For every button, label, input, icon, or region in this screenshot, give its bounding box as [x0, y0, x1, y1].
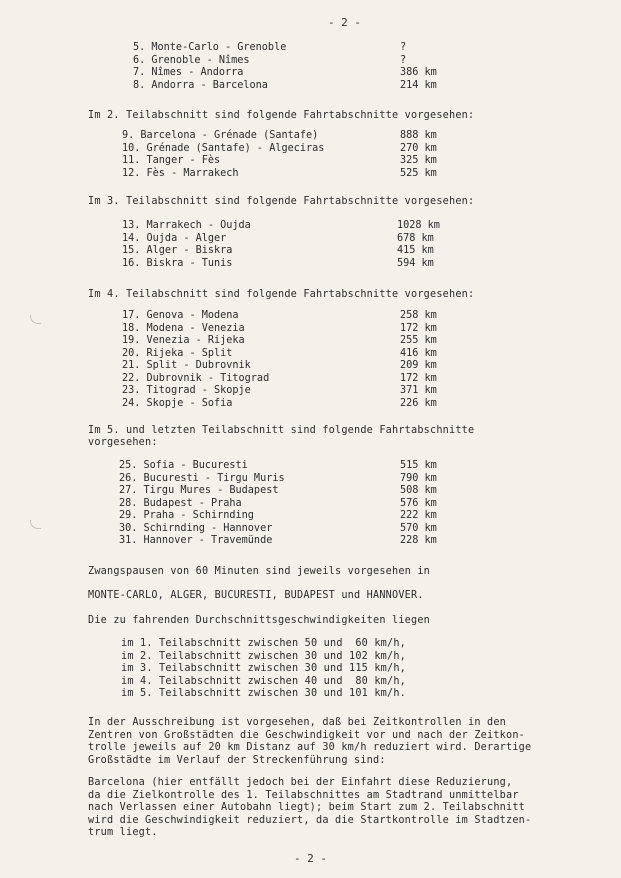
- route-distance: 172 km: [400, 372, 437, 384]
- route-distance: 576 km: [400, 497, 437, 509]
- punch-hole-mark: [30, 315, 41, 324]
- paragraph-line: trum liegt.: [88, 827, 158, 838]
- section5-intro-line2: vorgesehen:: [88, 437, 158, 448]
- route-distance: 570 km: [400, 522, 437, 534]
- section5-intro-line1: Im 5. und letzten Teilabschnitt sind folgende Fahrtabschnitte: [88, 425, 475, 436]
- route-distance: 1028 km: [397, 220, 440, 231]
- route-distance: 226 km: [400, 397, 437, 409]
- route-name: 24. Skopje - Sofia: [122, 397, 233, 409]
- route-name: 25. Sofia - Bucuresti: [119, 460, 248, 471]
- paragraph-line: da die Zielkontrolle des 1. Teilabschnittes am Stadtrand unmittelbar: [88, 789, 519, 801]
- route-name: 6. Grenoble - Nîmes: [133, 54, 250, 66]
- speeds-intro: Die zu fahrenden Durchschnittsgeschwindigkeiten liegen: [88, 615, 431, 626]
- section4-intro: Im 4. Teilabschnitt sind folgende Fahrtabschnitte vorgesehen:: [88, 289, 475, 300]
- route-name: 16. Biskra - Tunis: [122, 257, 233, 269]
- route-distance: 594 km: [397, 257, 434, 269]
- speed-line: im 1. Teilabschnitt zwischen 50 und 60 km/h,: [121, 638, 407, 649]
- section2-intro: Im 2. Teilabschnitt sind folgende Fahrtabschnitte vorgesehen:: [88, 110, 475, 121]
- paragraph-line: Zentren von Großstädten die Geschwindigkeit vor und nach der Zeitkon-: [88, 729, 526, 741]
- route-distance: ?: [400, 42, 407, 53]
- route-distance: 255 km: [400, 335, 437, 346]
- route-distance: 415 km: [397, 245, 434, 256]
- route-distance: 325 km: [400, 155, 437, 166]
- route-distance: 888 km: [400, 130, 437, 141]
- pauses-line2: MONTE-CARLO, ALGER, BUCURESTI, BUDAPEST und HANNOVER.: [88, 590, 424, 601]
- route-name: 5. Monte-Carlo - Grenoble: [133, 42, 287, 53]
- speed-line: im 3. Teilabschnitt zwischen 30 und 115 km/h,: [121, 663, 407, 674]
- route-name: 7. Nîmes - Andorra: [133, 67, 244, 78]
- route-distance: 214 km: [400, 79, 437, 91]
- route-distance: 270 km: [400, 142, 437, 154]
- route-distance: 386 km: [400, 67, 437, 78]
- route-name: 20. Rijeka - Split: [122, 347, 233, 359]
- route-distance: 172 km: [400, 322, 437, 334]
- paragraph-line: nach Verlassen einer Autobahn liegt); beim Start zum 2. Teilabschnitt: [88, 802, 526, 813]
- route-name: 15. Alger - Biskra: [122, 245, 233, 256]
- route-distance: 508 km: [400, 485, 437, 496]
- route-name: 8. Andorra - Barcelona: [133, 79, 268, 91]
- route-name: 9. Barcelona - Grénade (Santafe): [122, 130, 319, 141]
- page-number-header: - 2 -: [327, 16, 362, 29]
- punch-hole-mark: [30, 520, 41, 529]
- route-name: 26. Bucuresti - Tirgu Muris: [119, 472, 285, 484]
- paragraph-line: In der Ausschreibung ist vorgesehen, daß bei Zeitkontrollen in den: [88, 717, 507, 728]
- route-name: 22. Dubrovnik - Titograd: [122, 372, 270, 384]
- route-name: 14. Oujda - Alger: [122, 232, 227, 244]
- route-distance: 258 km: [400, 310, 437, 321]
- route-distance: 416 km: [400, 347, 437, 359]
- route-distance: 209 km: [400, 360, 437, 371]
- route-name: 29. Praha - Schirnding: [119, 510, 254, 521]
- route-distance: 228 km: [400, 535, 437, 546]
- route-distance: 515 km: [400, 460, 437, 471]
- speed-line: im 5. Teilabschnitt zwischen 30 und 101 km/h.: [121, 688, 407, 699]
- route-name: 21. Split - Dubrovnik: [122, 360, 251, 371]
- paragraph-line: trolle jeweils auf 20 km Distanz auf 30 km/h reduziert wird. Derartige: [88, 742, 532, 753]
- page-number-footer: - 2 -: [293, 852, 328, 865]
- route-distance: ?: [400, 54, 407, 66]
- paragraph-line: wird die Geschwindigkeit reduziert, da die Startkontrolle im Stadtzen-: [88, 814, 532, 826]
- route-name: 31. Hannover - Travemünde: [119, 535, 273, 546]
- route-distance: 525 km: [400, 167, 437, 179]
- route-name: 27. Tirgu Mures - Budapest: [119, 485, 279, 496]
- route-distance: 222 km: [400, 510, 437, 521]
- route-distance: 371 km: [400, 385, 437, 396]
- paragraph-line: Großstädte im Verlauf der Streckenführung sind:: [88, 754, 386, 766]
- route-name: 18. Modena - Venezia: [122, 322, 245, 334]
- paragraph-line: Barcelona (hier entfällt jedoch bei der Einfahrt diese Reduzierung,: [88, 777, 513, 788]
- section3-intro: Im 3. Teilabschnitt sind folgende Fahrtabschnitte vorgesehen:: [88, 196, 475, 207]
- route-name: 19. Venezia - Rijeka: [122, 335, 245, 346]
- route-name: 13. Marrakech - Oujda: [122, 220, 251, 231]
- route-name: 12. Fès - Marrakech: [122, 167, 239, 179]
- route-name: 23. Titograd - Skopje: [122, 385, 251, 396]
- route-name: 10. Grénade (Santafe) - Algeciras: [122, 142, 325, 154]
- speed-line: im 4. Teilabschnitt zwischen 40 und 80 km/h,: [121, 675, 407, 687]
- route-name: 28. Budapest - Praha: [119, 497, 242, 509]
- route-name: 30. Schirnding - Hannover: [119, 522, 273, 534]
- route-name: 11. Tanger - Fès: [122, 155, 221, 166]
- route-name: 17. Genova - Modena: [122, 310, 239, 321]
- route-distance: 678 km: [397, 232, 434, 244]
- route-distance: 790 km: [400, 472, 437, 484]
- speed-line: im 2. Teilabschnitt zwischen 30 und 102 km/h,: [121, 650, 407, 662]
- pauses-line1: Zwangspausen von 60 Minuten sind jeweils vorgesehen in: [88, 566, 431, 577]
